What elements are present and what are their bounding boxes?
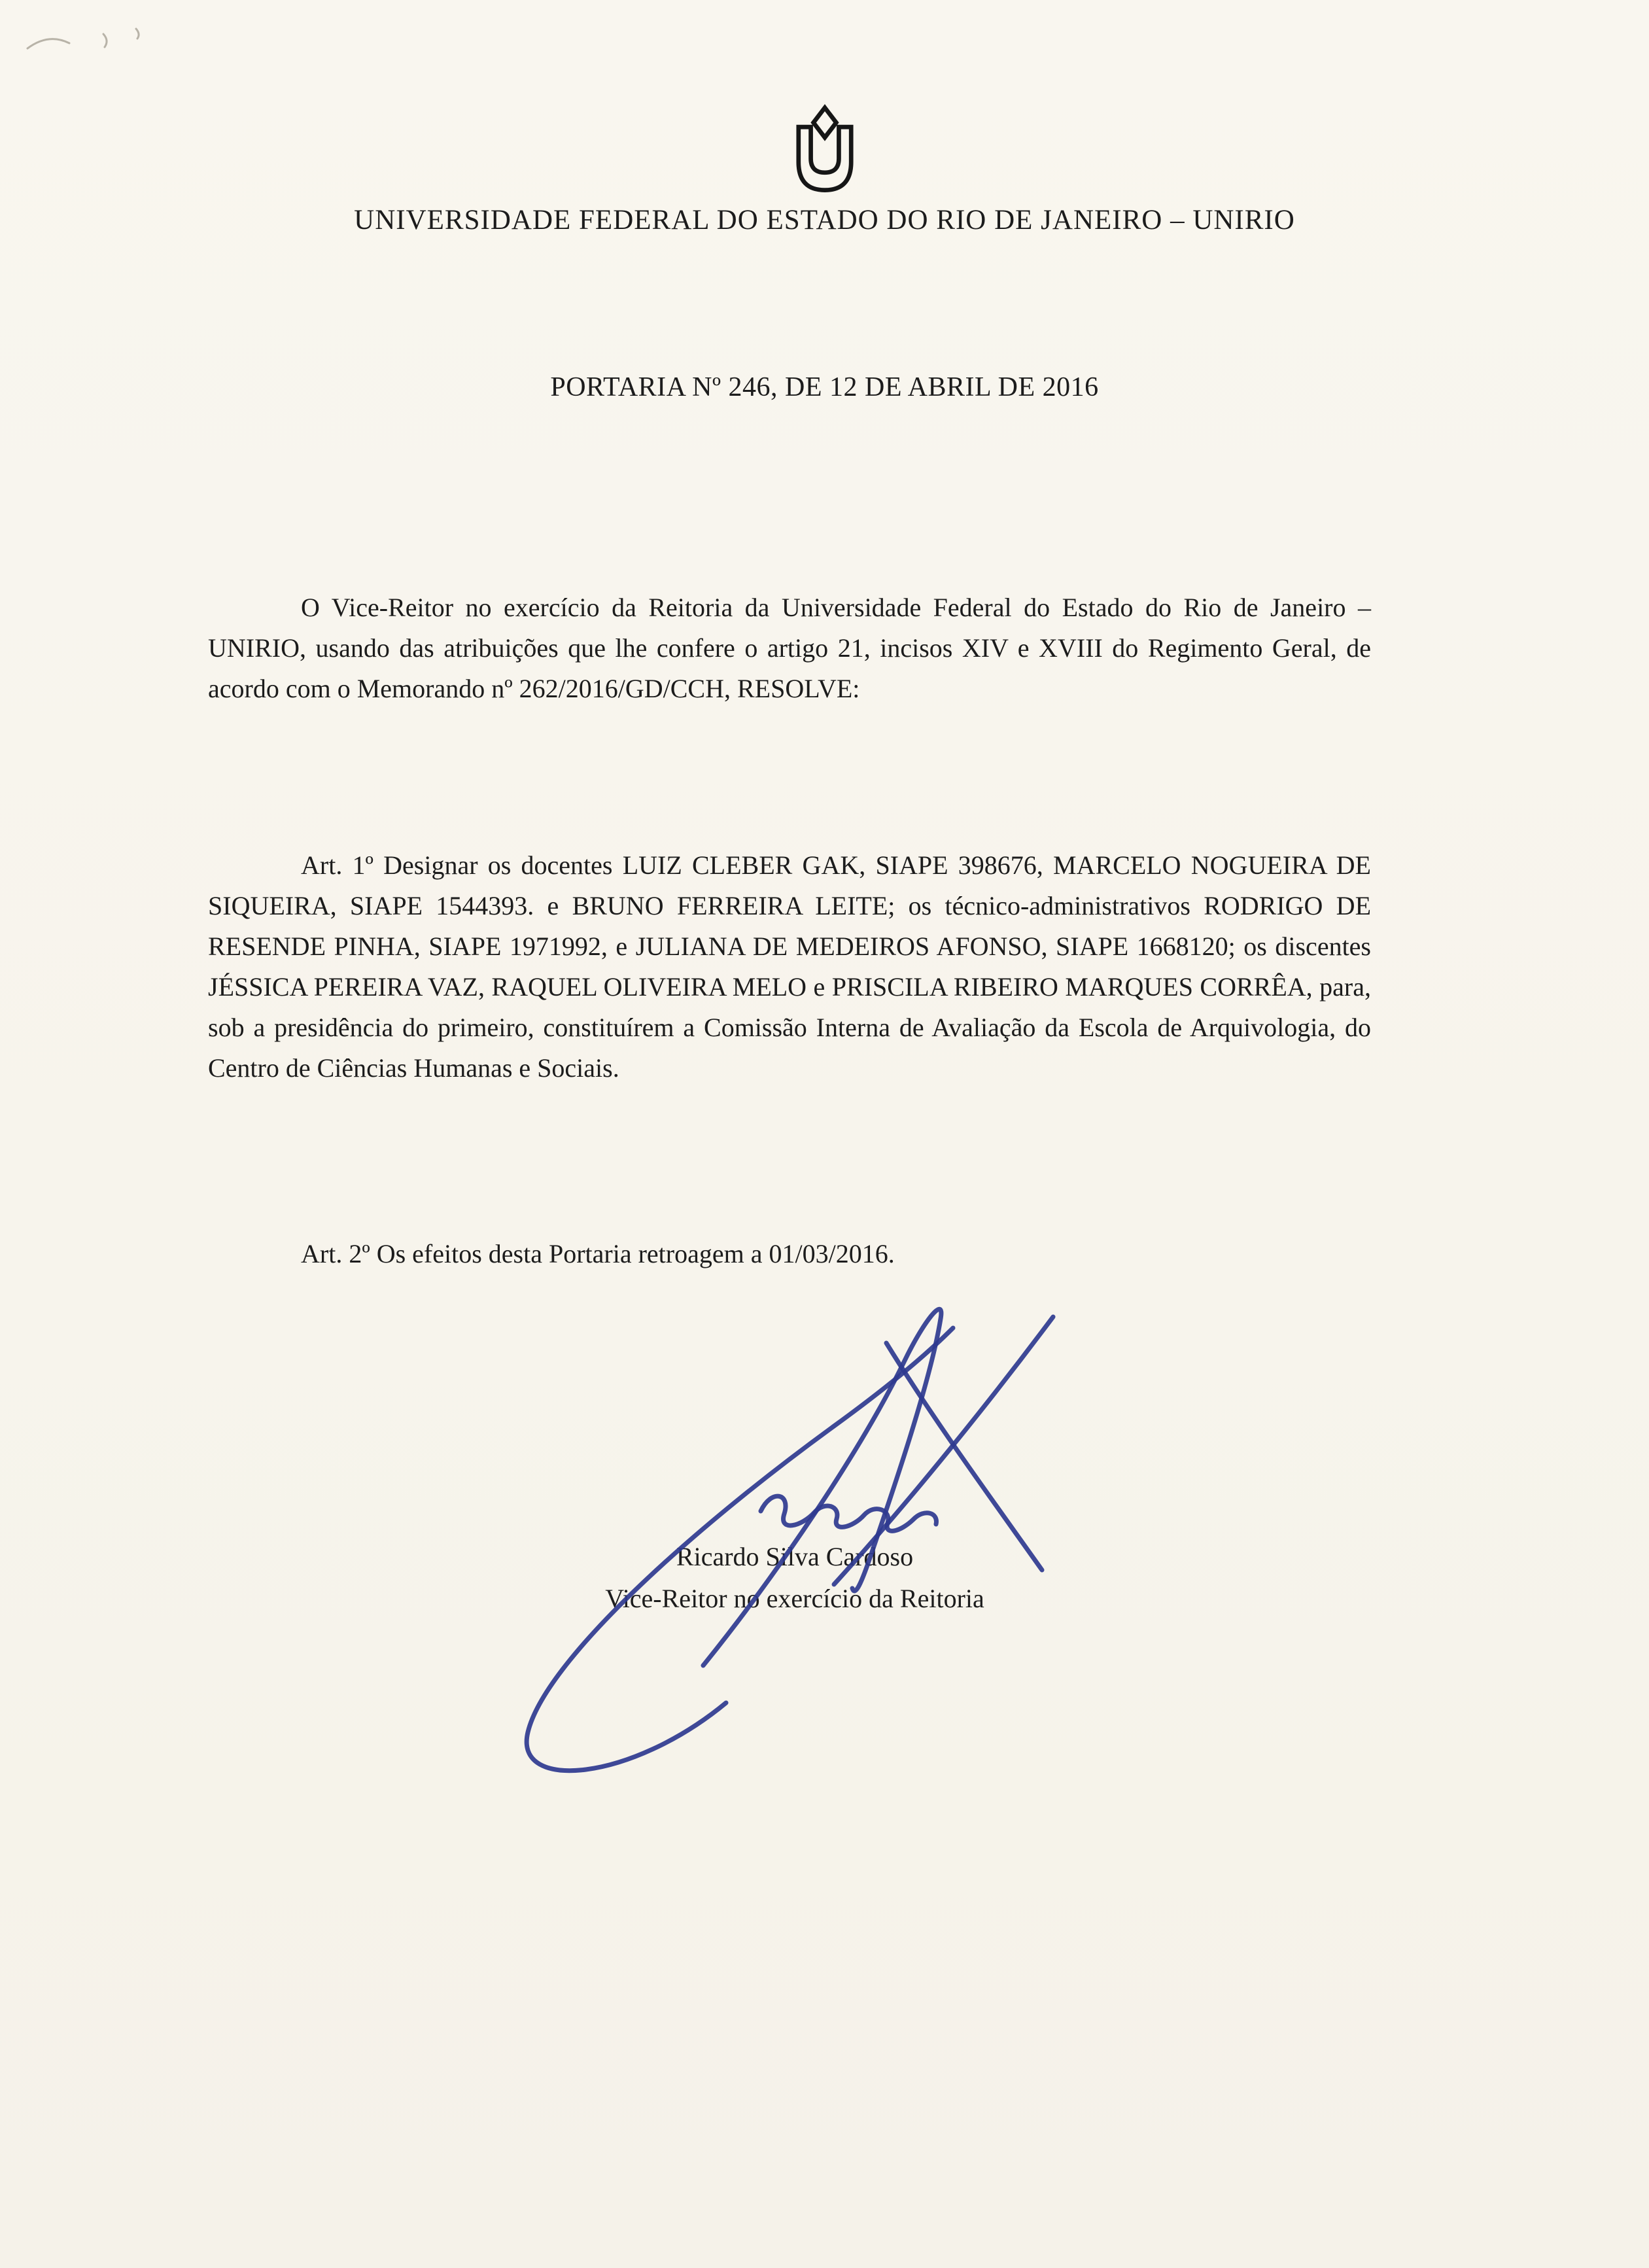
signature-block bbox=[0, 1536, 1589, 1620]
portaria-title: PORTARIA Nº 246, DE 12 DE ABRIL DE 2016 bbox=[550, 372, 1099, 402]
university-name: UNIVERSIDADE FEDERAL DO ESTADO DO RIO DE JANEIRO – UNIRIO bbox=[354, 205, 1295, 236]
pencil-scribble-icon bbox=[20, 14, 229, 73]
preamble-paragraph: O Vice-Reitor no exercício da Reitoria da Universidade Federal do Estado do Rio de Janeiro – UNIRIO, usando das atribuições que lhe confere o artigo 21, incisos XIV e XVIII do Regimento Geral, de acordo com o Memorando nº 262/2016/GD/CCH, RESOLVE: bbox=[208, 593, 1371, 703]
article-1-paragraph: Art. 1º Designar os docentes LUIZ CLEBER GAK, SIAPE 398676, MARCELO NOGUEIRA DE SIQUEIRA, SIAPE 1544393. e BRUNO FERREIRA LEITE; os técnico-administrativos RODRIGO DE RESENDE PINHA, SIAPE 1971992, e JULIANA DE MEDEIROS AFONSO, SIAPE 1668120; os discentes JÉSSICA PEREIRA VAZ, RAQUEL OLIVEIRA MELO e PRISCILA RIBEIRO MARQUES CORRÊA, para, sob a presidência do primeiro, constituírem a Comissão Interna de Avaliação da Escola de Arquivologia, do Centro de Ciências Humanas e Sociais. bbox=[208, 850, 1371, 1083]
signatory-name: Ricardo Silva Cardoso bbox=[676, 1542, 914, 1571]
unirio-logo-icon bbox=[781, 103, 869, 207]
article-2-paragraph: Art. 2º Os efeitos desta Portaria retroagem a 01/03/2016. bbox=[301, 1239, 895, 1268]
signatory-role: Vice-Reitor no exercício da Reitoria bbox=[605, 1584, 984, 1613]
